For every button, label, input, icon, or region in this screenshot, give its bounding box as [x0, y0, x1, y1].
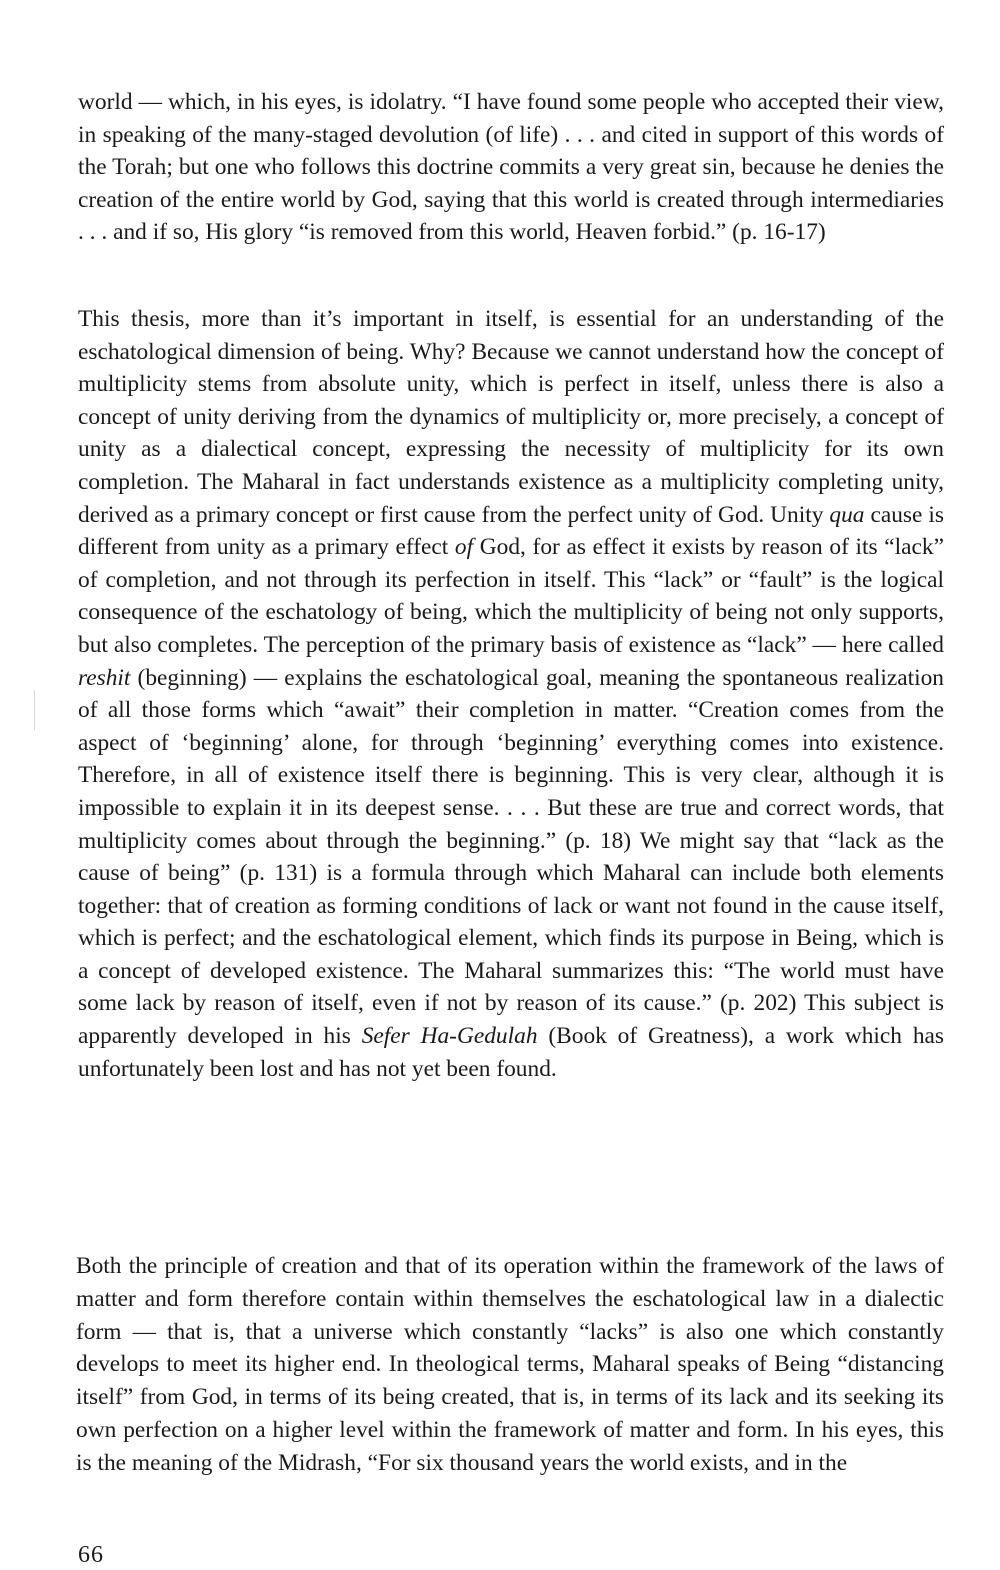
paragraph-3: [76, 1250, 944, 1480]
page-number: 66: [78, 1542, 104, 1568]
text-segment: God, for as effect it exists by reason of its “lack” of completion, and not through its perfection in itself. This “lack” or “fault” is the logical consequence of the eschatology of being, which the multiplicity of being not only supports, but also completes. The perception of the primary basis of existence as “lack” — here called: [78, 534, 944, 658]
paragraph-2: [78, 303, 944, 1085]
text-segment: world — which, in his eyes, is idolatry. “I have found some people who accepted their view, in speaking of the many-staged devolution (of life) . . . and cited in support of this words of the Torah; but one who follows this doctrine commits a very great sin, because he denies the creation of the entire world by God, saying that this world is created through intermediaries . . . and if so, His glory “is removed from this world, Heaven forbid.” (p. 16-17): [78, 89, 944, 246]
italic-text-segment: reshit: [78, 664, 131, 691]
text-segment: (Book of Greatness), a work which has unfortunately been lost and has not yet been found.: [78, 1023, 944, 1082]
text-segment: (beginning) — explains the eschatological goal, meaning the spontaneous realization of all those forms which “await” their completion in matter. “Creation comes from the aspect of ‘beginning’ alone, for through ‘beginning’ everything comes into existence. Therefore, in all of existence itself there is beginning. This is very clear, although it is impossible to explain it in its deepest sense. . . . But these are true and correct words, that multiplicity comes about through the beginning.” (p. 18) We might say that “lack as the cause of being” (p. 131) is a formula through which Maharal can include both elements together: that of creation as forming conditions of lack or want not found in the cause itself, which is perfect; and the eschatological element, which finds its purpose in Being, which is a concept of developed existence. The Maharal summarizes this: “The world must have some lack by reason of itself, even if not by reason of its cause.” (p. 202) This subject is apparently developed in his: [78, 664, 944, 1050]
italic-text-segment: of: [454, 534, 474, 561]
margin-mark: [34, 690, 35, 730]
italic-text-segment: qua: [829, 501, 865, 528]
italic-text-segment: Sefer Ha-Gedulah: [361, 1023, 538, 1050]
text-segment: This thesis, more than it’s important in itself, is essential for an understanding of the eschatological dimension of being. Why? Because we cannot understand how the concept of multiplicity stems from absolute unity, which is perfect in itself, unless there is also a concept of unity deriving from the dynamics of multiplicity or, more precisely, a concept of unity as a dialectical concept, expressing the necessity of multiplicity for its own completion. The Maharal in fact understands existence as a multiplicity completing unity, derived as a primary concept or first cause from the perfect unity of God. Unity: [78, 306, 944, 528]
paragraph-1: [78, 86, 944, 249]
text-segment: cause is different from unity as a primary effect: [78, 501, 944, 561]
text-segment: Both the principle of creation and that of its operation within the framework of the laws of matter and form therefore contain within themselves the eschatological law in a dialectic form — that is, that a universe which constantly “lacks” is also one which constantly develops to meet its higher end. In theological terms, Maharal speaks of Being “distancing itself” from God, in terms of its being created, that is, in terms of its lack and its seeking its own perfection on a higher level within the framework of matter and form. In his eyes, this is the meaning of the Midrash, “For six thousand years the world exists, and in the: [76, 1253, 944, 1476]
